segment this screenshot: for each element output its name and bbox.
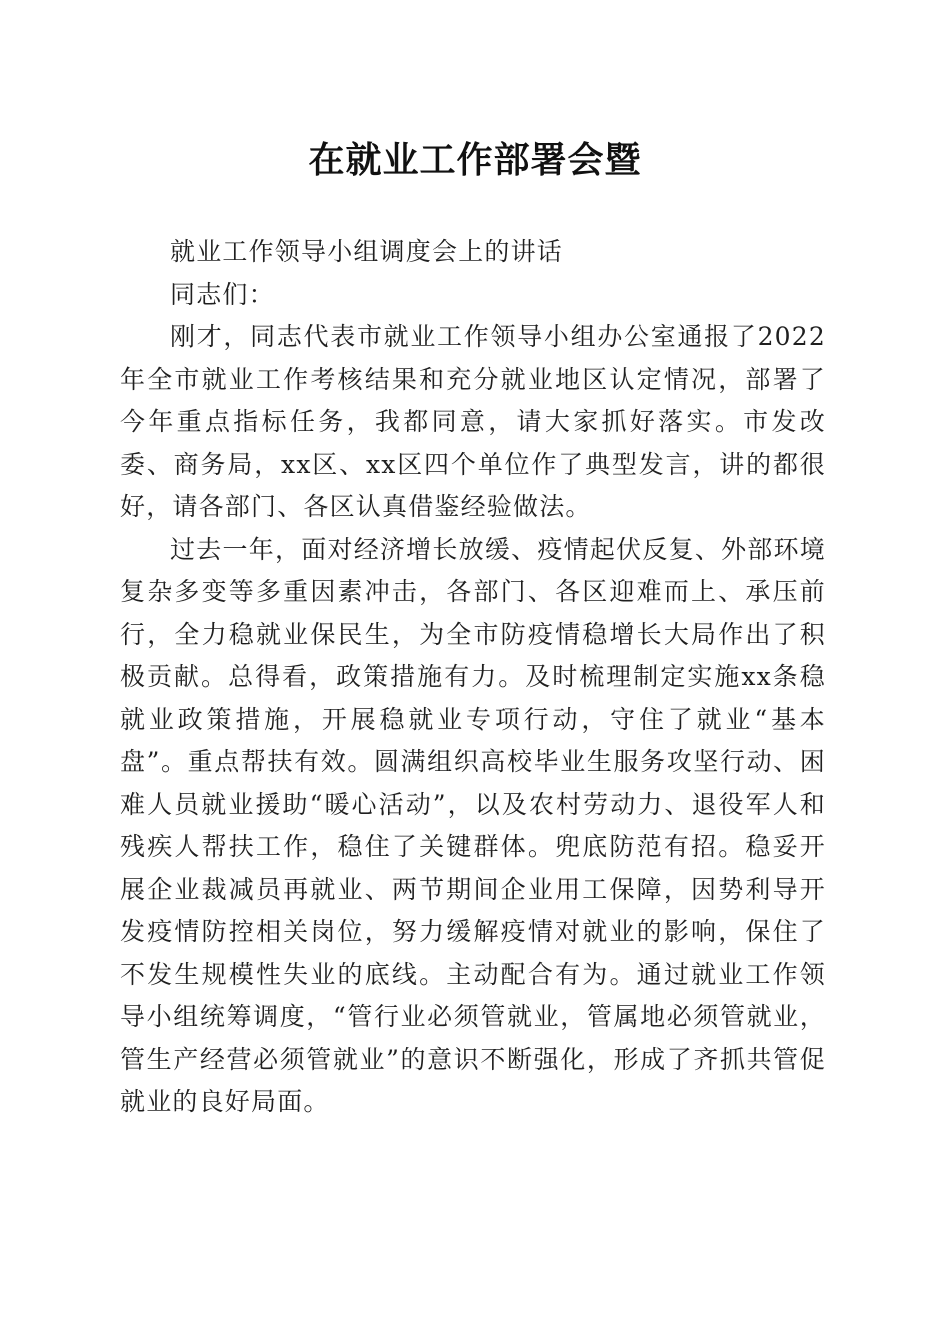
body-paragraph: 过去一年，面对经济增长放缓、疫情起伏反复、外部环境复杂多变等多重因素冲击，各部门、各区迎难而上、承压前行，全力稳就业保民生，为全市防疫情稳增长大局作出了积极贡献。总得看，政策措施有力。及时梳理制定实施xx条稳就业政策措施，开展稳就业专项行动，守住了就业“基本盘”。重点帮扶有效。圆满组织高校毕业生服务攻坚行动、困难人员就业援助“暖心活动”，以及农村劳动力、退役军人和残疾人帮扶工作，稳住了关键群体。兜底防范有招。稳妥开展企业裁减员再就业、两节期间企业用工保障，因势利导开发疫情防控相关岗位，努力缓解疫情对就业的影响，保住了不发生规模性失业的底线。主动配合有为。通过就业工作领导小组统筹调度，“管行业必须管就业，管属地必须管就业，管生产经营必须管就业”的意识不断强化，形成了齐抓共管促就业的良好局面。	[120, 534, 826, 1116]
speech-subtitle-paragraph: 就业工作领导小组调度会上的讲话	[170, 237, 564, 266]
salutation-paragraph: 同志们：	[170, 279, 275, 309]
document-title: 在就业工作部署会暨	[308, 139, 642, 181]
body-paragraph: 刚才，同志代表市就业工作领导小组办公室通报了2022年全市就业工作考核结果和充分就业地区认定情况，部署了今年重点指标任务，我都同意，请大家抓好落实。市发改委、商务局，xx区、xx区四个单位作了典型发言，讲的都很好，请各部门、各区认真借鉴经验做法。	[120, 322, 826, 521]
document-body	[120, 231, 826, 1124]
